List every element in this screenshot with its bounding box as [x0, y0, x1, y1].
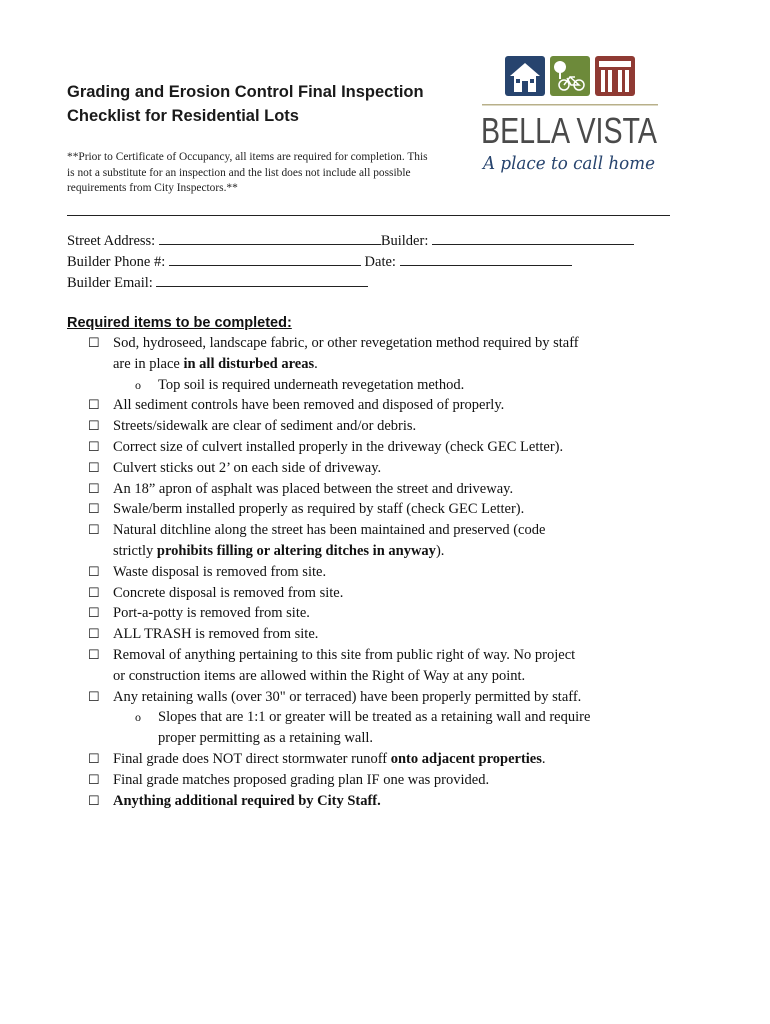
checklist-item [88, 624, 688, 645]
item-text: Final grade matches proposed grading plan IF one was provided. [113, 771, 490, 788]
item-text: Natural ditchline along the street has been maintained and preserved (code [113, 522, 546, 539]
builder-email-label: Builder Email: [67, 275, 153, 291]
item-text: strictly prohibits filling or altering ditches in anyway). [113, 542, 445, 559]
circle-bullet-icon: o [135, 710, 141, 725]
checkbox-icon[interactable]: ☐ [88, 563, 100, 579]
item-text: Final grade does NOT direct stormwater runoff onto adjacent properties. [113, 750, 546, 767]
checklist-item [88, 416, 688, 437]
item-text: Correct size of culvert installed properly in the driveway (check GEC Letter). [113, 438, 564, 455]
checklist-item [88, 791, 688, 812]
checkbox-icon[interactable]: ☐ [88, 605, 100, 621]
item-text: An 18” apron of asphalt was placed between the street and driveway. [113, 480, 514, 497]
checkbox-icon[interactable]: ☐ [88, 501, 100, 517]
street-address-label: Street Address: [67, 233, 156, 249]
checkbox-icon[interactable]: ☐ [88, 646, 100, 662]
item-text: Any retaining walls (over 30" or terraced) have been properly permitted by staff. [113, 688, 582, 705]
checkbox-icon[interactable]: ☐ [88, 397, 100, 413]
checklist-subitem [88, 707, 688, 749]
section-title: Required items to be completed: [67, 315, 292, 331]
checkbox-icon[interactable]: ☐ [88, 438, 100, 454]
item-text: Sod, hydroseed, landscape fabric, or other revegetation method required by staff [113, 335, 579, 351]
item-text: Swale/berm installed properly as required by staff (check GEC Letter). [113, 501, 525, 518]
builder-field[interactable] [432, 230, 634, 245]
checklist-item [88, 770, 688, 791]
checklist-item [88, 583, 688, 604]
street-address-field[interactable] [159, 230, 381, 245]
checklist-item [88, 603, 688, 624]
document-title [67, 80, 467, 128]
subitem-text: Slopes that are 1:1 or greater will be treated as a retaining wall and require [158, 709, 591, 726]
builder-email-field[interactable] [156, 272, 368, 287]
checkbox-icon[interactable]: ☐ [88, 418, 100, 434]
title-line-1: Grading and Erosion Control Final Inspection [67, 83, 424, 101]
header-divider [67, 215, 670, 216]
checkbox-icon[interactable]: ☐ [88, 771, 100, 787]
checklist-item [88, 562, 688, 583]
checklist-item [88, 458, 688, 479]
item-text: Anything additional required by City Staff. [113, 792, 381, 809]
builder-info-fields [67, 230, 634, 293]
checklist-item [88, 395, 688, 416]
bicycle-icon [550, 56, 590, 96]
logo-wordmark: BELLA VISTA [481, 110, 657, 151]
notice-line-2: is not a substitute for an inspection and the list does not include all possible [67, 166, 411, 179]
builder-phone-label: Builder Phone #: [67, 254, 166, 270]
checklist-item [88, 520, 688, 562]
item-text: Concrete disposal is removed from site. [113, 584, 344, 601]
title-line-2: Checklist for Residential Lots [67, 107, 299, 125]
date-field[interactable] [400, 251, 572, 266]
item-text: Waste disposal is removed from site. [113, 563, 327, 580]
checkbox-icon[interactable]: ☐ [88, 480, 100, 496]
checklist-subitem [88, 375, 688, 396]
checkbox-icon[interactable]: ☐ [88, 792, 100, 808]
checklist [88, 333, 688, 811]
checklist-item [88, 749, 688, 770]
prior-notice [67, 150, 467, 197]
notice-line-3: requirements from City Inspectors.** [67, 182, 238, 194]
builder-label: Builder: [380, 233, 429, 249]
checkbox-icon[interactable]: ☐ [88, 750, 100, 766]
item-text: Removal of anything pertaining to this site from public right of way. No project [113, 646, 576, 663]
storefront-icon [595, 56, 635, 96]
item-text: Streets/sidewalk are clear of sediment and/or debris. [113, 418, 417, 435]
checklist-item [88, 333, 688, 375]
checklist-item [88, 479, 688, 500]
checklist-item [88, 437, 688, 458]
item-text: All sediment controls have been removed and disposed of properly. [113, 397, 505, 414]
notice-line-1: **Prior to Certificate of Occupancy, all items are required for completion. This [67, 151, 428, 163]
checkbox-icon[interactable]: ☐ [88, 522, 100, 538]
checkbox-icon[interactable]: ☐ [88, 626, 100, 642]
bella-vista-logo [478, 52, 663, 177]
builder-phone-field[interactable] [169, 251, 361, 266]
date-label: Date: [364, 254, 396, 270]
checkbox-icon[interactable]: ☐ [88, 459, 100, 475]
item-text: Culvert sticks out 2’ on each side of driveway. [113, 459, 382, 476]
checkbox-icon[interactable]: ☐ [88, 584, 100, 600]
item-text: are in place in all disturbed areas. [113, 355, 318, 372]
subitem-text: Top soil is required underneath revegetation method. [158, 376, 465, 393]
item-text: ALL TRASH is removed from site. [113, 626, 319, 643]
checklist-item [88, 645, 688, 687]
subitem-text: proper permitting as a retaining wall. [158, 730, 374, 747]
logo-tagline: A place to call home [481, 153, 655, 174]
checkbox-icon[interactable]: ☐ [88, 688, 100, 704]
item-text: Port-a-potty is removed from site. [113, 605, 310, 622]
checklist-item [88, 499, 688, 520]
house-icon [505, 56, 545, 96]
checklist-item [88, 687, 688, 708]
checkbox-icon[interactable]: ☐ [88, 335, 100, 350]
circle-bullet-icon: o [135, 377, 141, 392]
item-text: or construction items are allowed within the Right of Way at any point. [113, 667, 526, 684]
